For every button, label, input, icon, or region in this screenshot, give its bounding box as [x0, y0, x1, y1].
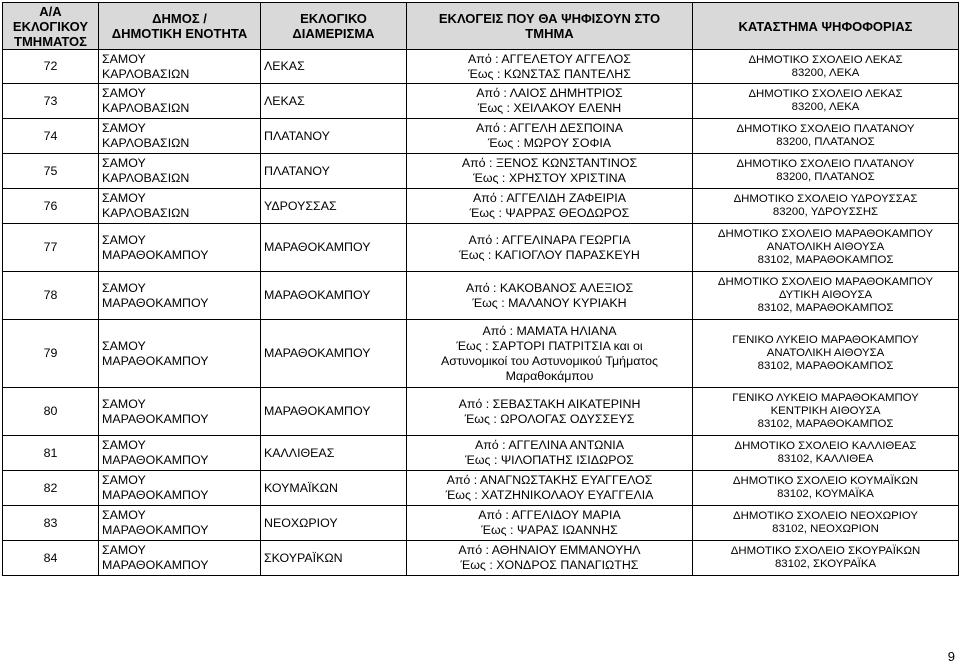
voters-cell-line: Από : ΑΓΓΕΛΕΤΟΥ ΑΓΓΕΛΟΣ [468, 51, 631, 66]
municipality-cell-line: ΜΑΡΑΘΟΚΑΜΠΟΥ [102, 295, 209, 310]
voters-cell-line: Έως : ΨΑΡΡΑΣ ΘΕΟΔΩΡΟΣ [469, 206, 630, 220]
municipality-cell [99, 320, 261, 388]
section-number: 75 [3, 154, 99, 189]
section-number: 77 [3, 224, 99, 272]
municipality-cell [99, 388, 261, 436]
polling-station-cell-line: 83102, ΜΑΡΑΘΟΚΑΜΠΟΣ [757, 360, 894, 372]
municipality-cell-line: ΣΑΜΟΥ [102, 396, 146, 411]
table-row [3, 224, 959, 272]
voters-cell-line: Έως : ΜΩΡΟΥ ΣΟΦΙΑ [487, 136, 612, 150]
voters-cell-line: Από : ΚΑΚΟΒΑΝΟΣ ΑΛΕΞΙΟΣ [465, 280, 634, 295]
section-number: 83 [3, 506, 99, 541]
polling-station-cell-line: ΑΝΑΤΟΛΙΚΗ ΑΙΘΟΥΣΑ [766, 241, 885, 253]
polling-station-cell [693, 154, 959, 189]
district-cell: ΜΑΡΑΘΟΚΑΜΠΟΥ [261, 224, 407, 272]
municipality-cell [99, 50, 261, 84]
municipality-cell-line: ΚΑΡΛΟΒΑΣΙΩΝ [102, 101, 190, 115]
municipality-cell-line: ΣΑΜΟΥ [102, 156, 146, 170]
voters-cell-line: Από : ΑΓΓΕΛΙΔΗ ΖΑΦΕΙΡΙΑ [473, 191, 626, 205]
voters-cell-line: Από : ΜΑΜΑΤΑ ΗΛΙΑΝΑ [482, 323, 617, 338]
section-number: 81 [3, 436, 99, 471]
voters-cell-line: Από : ΞΕΝΟΣ ΚΩΝΣΤΑΝΤΙΝΟΣ [461, 156, 638, 170]
polling-station-cell-line: ΓΕΝΙΚΟ ΛΥΚΕΙΟ ΜΑΡΑΘΟΚΑΜΠΟΥ [732, 334, 919, 346]
voters-cell [407, 154, 693, 189]
section-number: 73 [3, 84, 99, 119]
polling-stations-table [2, 2, 959, 576]
municipality-cell [99, 119, 261, 154]
voters-cell-line: Αστυνομικοί του Αστυνομικού Τμήματος [441, 353, 658, 368]
voters-cell-line: Από : ΛΑΙΟΣ ΔΗΜΗΤΡΙΟΣ [476, 86, 623, 100]
polling-station-cell [693, 320, 959, 388]
polling-station-cell-line: 83102, ΜΑΡΑΘΟΚΑΜΠΟΣ [757, 302, 894, 314]
municipality-cell [99, 224, 261, 272]
voters-cell-line: Από : ΣΕΒΑΣΤΑΚΗ ΑΙΚΑΤΕΡΙΝΗ [458, 396, 641, 411]
polling-station-cell [693, 119, 959, 154]
header-aa: Α/Α ΕΚΛΟΓΙΚΟΥ ΤΜΗΜΑΤΟΣ [3, 3, 99, 50]
voters-cell [407, 388, 693, 436]
voters-cell-line: Μαραθοκάμπου [505, 368, 594, 383]
voters-cell-line: Έως : ΨΙΛΟΠΑΤΗΣ ΙΣΙΔΩΡΟΣ [465, 453, 634, 467]
district-cell: ΛΕΚΑΣ [261, 50, 407, 84]
table-row [3, 471, 959, 506]
district-cell: ΥΔΡΟΥΣΣΑΣ [261, 189, 407, 224]
voters-cell-line: Από : ΑΓΓΕΛΙΝΑ ΑΝΤΩΝΙΑ [474, 438, 624, 452]
municipality-cell-line: ΣΑΜΟΥ [102, 338, 146, 353]
municipality-cell [99, 272, 261, 320]
polling-station-cell-line: ΔΗΜΟΤΙΚΟ ΣΧΟΛΕΙΟ ΚΟΥΜΑΪΚΩΝ [732, 475, 919, 487]
table-row [3, 272, 959, 320]
header-polling-station: ΚΑΤΑΣΤΗΜΑ ΨΗΦΟΦΟΡΙΑΣ [693, 3, 959, 50]
municipality-cell-line: ΜΑΡΑΘΟΚΑΜΠΟΥ [102, 488, 209, 502]
header-voters: ΕΚΛΟΓΕΙΣ ΠΟΥ ΘΑ ΨΗΦΙΣΟΥΝ ΣΤΟ ΤΜΗΜΑ [407, 3, 693, 50]
municipality-cell-line: ΜΑΡΑΘΟΚΑΜΠΟΥ [102, 247, 209, 262]
polling-station-cell [693, 388, 959, 436]
table-row [3, 119, 959, 154]
voters-cell [407, 436, 693, 471]
polling-station-cell [693, 541, 959, 576]
voters-cell [407, 272, 693, 320]
polling-station-cell-line: ΑΝΑΤΟΛΙΚΗ ΑΙΘΟΥΣΑ [766, 347, 885, 359]
voters-cell-line: Από : ΑΝΑΓΝΩΣΤΑΚΗΣ ΕΥΑΓΓΕΛΟΣ [446, 473, 653, 487]
district-cell: ΚΑΛΛΙΘΕΑΣ [261, 436, 407, 471]
section-number: 76 [3, 189, 99, 224]
polling-station-cell-line: 83102, ΣΚΟΥΡΑΪΚΑ [774, 558, 877, 570]
municipality-cell-line: ΣΑΜΟΥ [102, 438, 146, 452]
polling-station-cell-line: ΔΗΜΟΤΙΚΟ ΣΧΟΛΕΙΟ ΜΑΡΑΘΟΚΑΜΠΟΥ [717, 276, 934, 288]
voters-cell [407, 189, 693, 224]
polling-station-cell [693, 84, 959, 119]
voters-cell-line: Έως : ΩΡΟΛΟΓΑΣ ΟΔΥΣΣΕΥΣ [464, 411, 635, 426]
municipality-cell-line: ΣΑΜΟΥ [102, 543, 146, 557]
polling-station-cell-line: 83200, ΛΕΚΑ [791, 66, 860, 79]
polling-station-cell-line: ΓΕΝΙΚΟ ΛΥΚΕΙΟ ΜΑΡΑΘΟΚΑΜΠΟΥ [732, 392, 919, 404]
polling-station-cell [693, 436, 959, 471]
polling-station-cell-line: ΔΗΜΟΤΙΚΟ ΣΧΟΛΕΙΟ ΜΑΡΑΘΟΚΑΜΠΟΥ [717, 228, 934, 240]
section-number: 78 [3, 272, 99, 320]
voters-cell-line: Έως : ΧΑΤΖΗΝΙΚΟΛΑΟΥ ΕΥΑΓΓΕΛΙΑ [445, 488, 654, 502]
district-cell: ΠΛΑΤΑΝΟΥ [261, 154, 407, 189]
header-diamerisma: ΕΚΛΟΓΙΚΟ ΔΙΑΜΕΡΙΣΜΑ [261, 3, 407, 50]
table-row [3, 189, 959, 224]
polling-station-cell [693, 471, 959, 506]
municipality-cell-line: ΣΑΜΟΥ [102, 51, 146, 66]
table-row [3, 541, 959, 576]
polling-station-cell-line: ΚΕΝΤΡΙΚΗ ΑΙΘΟΥΣΑ [770, 405, 881, 417]
polling-station-cell-line: ΔΗΜΟΤΙΚΟ ΣΧΟΛΕΙΟ ΠΛΑΤΑΝΟΥ [736, 123, 915, 135]
voters-cell-line: Από : ΑΓΓΕΛΙΔΟΥ ΜΑΡΙΑ [478, 508, 621, 522]
polling-station-cell-line: ΔΗΜΟΤΙΚΟ ΣΧΟΛΕΙΟ ΚΑΛΛΙΘΕΑΣ [734, 440, 917, 452]
table-row [3, 506, 959, 541]
voters-cell [407, 506, 693, 541]
district-cell: ΜΑΡΑΘΟΚΑΜΠΟΥ [261, 272, 407, 320]
polling-station-cell [693, 506, 959, 541]
header-dimos: ΔΗΜΟΣ / ΔΗΜΟΤΙΚΗ ΕΝΟΤΗΤΑ [99, 3, 261, 50]
municipality-cell-line: ΣΑΜΟΥ [102, 473, 146, 487]
voters-cell-line: Από : ΑΓΓΕΛΙΝΑΡΑ ΓΕΩΡΓΙΑ [468, 232, 631, 247]
district-cell: ΜΑΡΑΘΟΚΑΜΠΟΥ [261, 320, 407, 388]
polling-station-cell-line: 83102, ΚΟΥΜΑΪΚΑ [777, 488, 874, 500]
district-cell: ΠΛΑΤΑΝΟΥ [261, 119, 407, 154]
municipality-cell-line: ΜΑΡΑΘΟΚΑΜΠΟΥ [102, 453, 209, 467]
section-number: 79 [3, 320, 99, 388]
voters-cell [407, 50, 693, 84]
voters-cell [407, 320, 693, 388]
municipality-cell [99, 84, 261, 119]
municipality-cell [99, 541, 261, 576]
polling-station-cell [693, 224, 959, 272]
municipality-cell-line: ΜΑΡΑΘΟΚΑΜΠΟΥ [102, 411, 209, 426]
polling-station-cell-line: ΔΗΜΟΤΙΚΟ ΣΧΟΛΕΙΟ ΝΕΟΧΩΡΙΟΥ [733, 510, 918, 522]
voters-cell [407, 541, 693, 576]
table-row [3, 154, 959, 189]
polling-station-cell-line: ΔΗΜΟΤΙΚΟ ΣΧΟΛΕΙΟ ΣΚΟΥΡΑΪΚΩΝ [730, 545, 921, 557]
district-cell: ΚΟΥΜΑΪΚΩΝ [261, 471, 407, 506]
table-row [3, 436, 959, 471]
table-row [3, 388, 959, 436]
municipality-cell [99, 506, 261, 541]
section-number: 82 [3, 471, 99, 506]
voters-cell-line: Από : ΑΘΗΝΑΙΟΥ ΕΜΜΑΝΟΥΗΛ [458, 543, 641, 557]
voters-cell [407, 224, 693, 272]
municipality-cell-line: ΜΑΡΑΘΟΚΑΜΠΟΥ [102, 353, 209, 368]
polling-station-cell-line: ΔΗΜΟΤΙΚΟ ΣΧΟΛΕΙΟ ΥΔΡΟΥΣΣΑΣ [733, 193, 918, 205]
municipality-cell-line: ΣΑΜΟΥ [102, 121, 146, 135]
municipality-cell-line: ΚΑΡΛΟΒΑΣΙΩΝ [102, 206, 190, 220]
voters-cell-line: Έως : ΧΟΝΔΡΟΣ ΠΑΝΑΓΙΩΤΗΣ [460, 558, 639, 572]
voters-cell-line: Έως : ΚΩΝΣΤΑΣ ΠΑΝΤΕΛΗΣ [468, 66, 631, 81]
polling-station-cell-line: 83200, ΠΛΑΤΑΝΟΣ [776, 171, 875, 183]
section-number: 84 [3, 541, 99, 576]
municipality-cell-line: ΚΑΡΛΟΒΑΣΙΩΝ [102, 171, 190, 185]
municipality-cell-line: ΚΑΡΛΟΒΑΣΙΩΝ [102, 66, 190, 81]
page-number: 9 [947, 649, 955, 664]
polling-station-cell-line: ΔΗΜΟΤΙΚΟ ΣΧΟΛΕΙΟ ΛΕΚΑΣ [748, 53, 903, 66]
polling-station-cell [693, 189, 959, 224]
polling-station-cell [693, 50, 959, 84]
voters-cell-line: Έως : ΧΕΙΛΑΚΟΥ ΕΛΕΝΗ [477, 101, 622, 115]
municipality-cell [99, 436, 261, 471]
voters-cell-line: Έως : ΧΡΗΣΤΟΥ ΧΡΙΣΤΙΝΑ [473, 171, 626, 185]
district-cell: ΜΑΡΑΘΟΚΑΜΠΟΥ [261, 388, 407, 436]
municipality-cell [99, 189, 261, 224]
voters-cell [407, 84, 693, 119]
section-number: 74 [3, 119, 99, 154]
table-row [3, 50, 959, 84]
table-row [3, 84, 959, 119]
section-number: 80 [3, 388, 99, 436]
polling-station-cell-line: 83102, ΜΑΡΑΘΟΚΑΜΠΟΣ [757, 418, 894, 430]
voters-cell [407, 471, 693, 506]
district-cell: ΣΚΟΥΡΑΪΚΩΝ [261, 541, 407, 576]
municipality-cell-line: ΣΑΜΟΥ [102, 508, 146, 522]
municipality-cell [99, 471, 261, 506]
district-cell: ΝΕΟΧΩΡΙΟΥ [261, 506, 407, 541]
district-cell: ΛΕΚΑΣ [261, 84, 407, 119]
polling-station-cell-line: 83102, ΜΑΡΑΘΟΚΑΜΠΟΣ [757, 254, 894, 266]
municipality-cell [99, 154, 261, 189]
polling-station-cell-line: ΔΗΜΟΤΙΚΟ ΣΧΟΛΕΙΟ ΠΛΑΤΑΝΟΥ [736, 158, 915, 170]
municipality-cell-line: ΣΑΜΟΥ [102, 232, 146, 247]
municipality-cell-line: ΜΑΡΑΘΟΚΑΜΠΟΥ [102, 523, 209, 537]
municipality-cell-line: ΣΑΜΟΥ [102, 280, 146, 295]
polling-station-cell-line: 83200, ΠΛΑΤΑΝΟΣ [776, 136, 875, 148]
voters-cell-line: Από : ΑΓΓΕΛΗ ΔΕΣΠΟΙΝΑ [476, 121, 623, 135]
municipality-cell-line: ΚΑΡΛΟΒΑΣΙΩΝ [102, 136, 190, 150]
voters-cell [407, 119, 693, 154]
table-row [3, 320, 959, 388]
voters-cell-line: Έως : ΣΑΡΤΟΡΙ ΠΑΤΡΙΤΣΙΑ και οι [456, 338, 643, 353]
table-header-row [3, 3, 959, 50]
voters-cell-line: Έως : ΨΑΡΑΣ ΙΩΑΝΝΗΣ [481, 523, 618, 537]
polling-station-cell-line: ΔΗΜΟΤΙΚΟ ΣΧΟΛΕΙΟ ΛΕΚΑΣ [748, 88, 903, 100]
polling-station-cell-line: 83200, ΥΔΡΟΥΣΣΗΣ [772, 206, 879, 218]
polling-station-cell-line: 83102, ΝΕΟΧΩΡΙΟΝ [772, 523, 879, 535]
municipality-cell-line: ΜΑΡΑΘΟΚΑΜΠΟΥ [102, 558, 209, 572]
voters-cell-line: Έως : ΚΑΓΙΟΓΛΟΥ ΠΑΡΑΣΚΕΥΗ [459, 247, 640, 262]
municipality-cell-line: ΣΑΜΟΥ [102, 86, 146, 100]
section-number: 72 [3, 50, 99, 84]
polling-station-cell-line: 83200, ΛΕΚΑ [791, 101, 860, 113]
polling-station-cell-line: ΔΥΤΙΚΗ ΑΙΘΟΥΣΑ [778, 289, 873, 301]
voters-cell-line: Έως : ΜΑΛΑΝΟΥ ΚΥΡΙΑΚΗ [472, 295, 627, 310]
polling-station-cell [693, 272, 959, 320]
municipality-cell-line: ΣΑΜΟΥ [102, 191, 146, 205]
polling-station-cell-line: 83102, ΚΑΛΛΙΘΕΑ [777, 453, 874, 465]
